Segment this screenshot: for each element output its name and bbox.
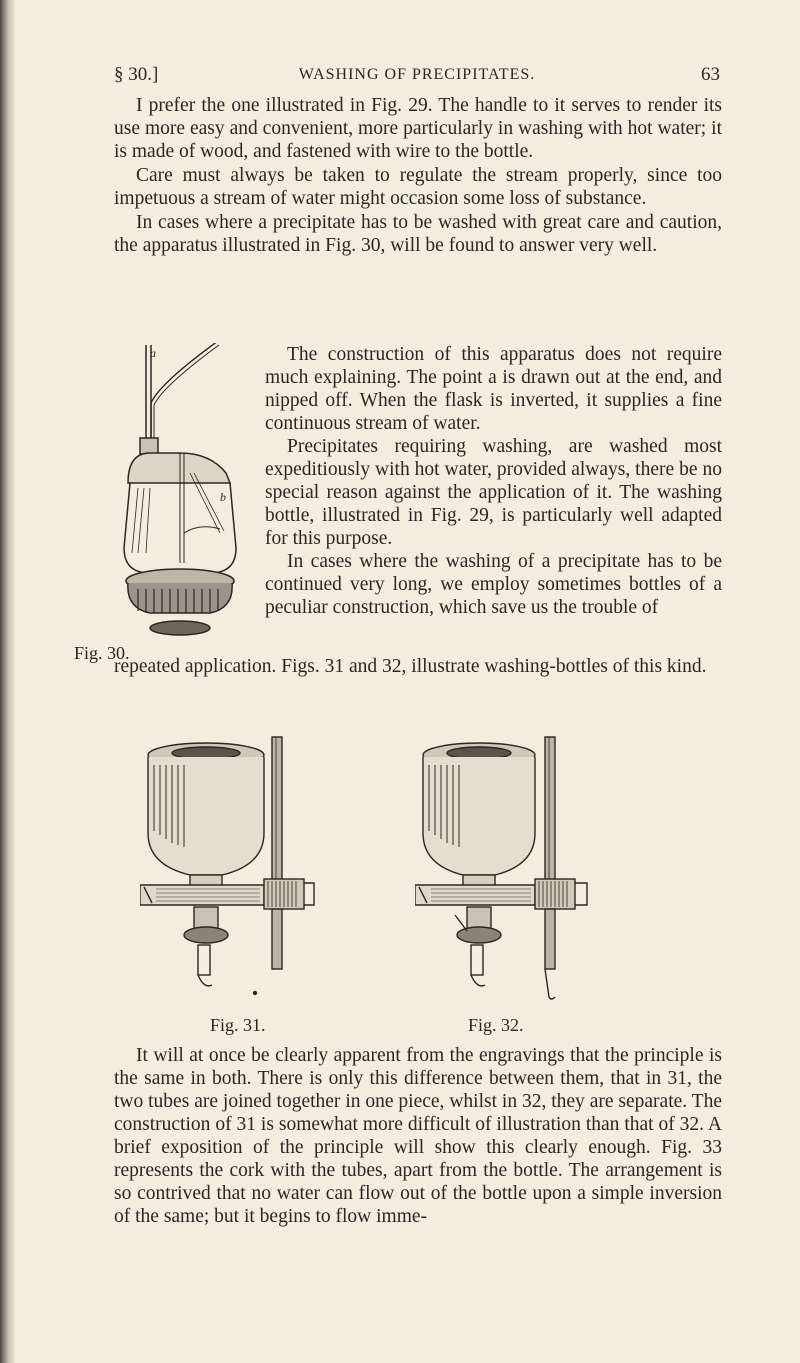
figure-30-label-b: b	[220, 490, 226, 504]
paragraph-4	[265, 343, 722, 435]
paragraph-3-text: In cases where a precipitate has to be washed with great care and caution, the apparatus illustrated in Fig. 30, will be found to answer very well.	[114, 212, 722, 256]
paragraph-3	[114, 211, 722, 257]
running-title: WASHING OF PRECIPITATES.	[298, 66, 536, 83]
paragraph-5-text: Precipitates requiring washing, are washed most expeditiously with hot water, provided always, there be no special reason against the application of it. The washing bottle, illustrated in Fig. 29, is particularly well adapted for this purpose.	[265, 436, 722, 549]
page-number: 63	[701, 64, 720, 85]
figure-30-illustration	[120, 343, 248, 643]
paragraph-4-text: The construction of this apparatus does not require much explaining. The point a is drawn out at the end, and nipped off. When the flask is inverted, it supplies a fine continuous stream of water.	[265, 344, 722, 434]
paragraph-7-text: It will at once be clearly apparent from the engravings that the principle is the same in both. There is only this difference between them, that in 31, the two tubes are joined together in one piece, whilst in 32, they are separate. The construction of 31 is somewhat more difficult of illustration than that of 32. A brief exposition of the principle will show this clearly enough. Fig. 33 represents the cork with the tubes, apart from the bottle. The arrangement is so contrived that no water can flow out of the bottle upon a simple inversion of the same; but it begins to flow imme-	[114, 1045, 722, 1227]
figures-31-32-row	[130, 735, 690, 1005]
running-header	[114, 64, 720, 90]
figure-31-caption: Fig. 31.	[210, 1015, 266, 1035]
page-binding-shadow	[10, 0, 16, 1363]
page-binding-edge	[0, 0, 10, 1363]
figure-32-illustration	[415, 735, 625, 1005]
paragraph-1-text: I prefer the one illustrated in Fig. 29. The handle to it serves to render its use more easy and convenient, more particularly in washing with hot water; it is made of wood, and fastened with wire to the bottle.	[114, 95, 722, 162]
paragraph-6-end-text: repeated application. Figs. 31 and 32, illustrate washing-bottles of this kind.	[114, 656, 707, 677]
paragraph-6-start-text: In cases where the washing of a precipitate has to be continued very long, we employ sometimes bottles of a peculiar construction, which save us the trouble of	[265, 551, 722, 618]
paragraph-2	[114, 164, 722, 210]
figure-31-illustration	[140, 735, 350, 1005]
paragraph-2-text: Care must always be taken to regulate the stream properly, since too impetuous a stream of water might occasion some loss of substance.	[114, 165, 722, 209]
paragraph-7	[114, 1044, 722, 1228]
figure-30-caption: Fig. 30.	[74, 643, 130, 663]
figure-32-caption: Fig. 32.	[468, 1015, 524, 1035]
section-marker: § 30.]	[114, 64, 159, 85]
paragraph-5	[265, 435, 722, 550]
figure-30-label-a: a	[150, 346, 156, 360]
paragraph-1	[114, 94, 722, 163]
figure-30-side-text	[265, 343, 722, 619]
paragraph-6-start	[265, 550, 722, 619]
paragraph-6-end	[114, 655, 722, 678]
